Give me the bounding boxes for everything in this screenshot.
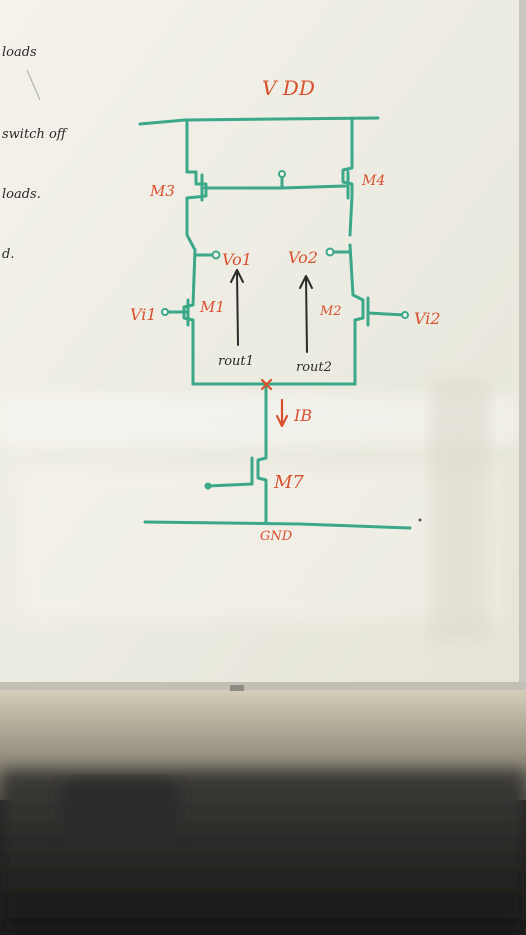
edge-note-4: d. [2, 247, 15, 262]
vo1-label: Vo1 [222, 250, 252, 269]
bias-current-label: IB [294, 406, 313, 425]
board-clip [230, 685, 244, 691]
vi2-node [402, 312, 408, 318]
rout2-label: rout2 [296, 360, 332, 375]
m3-label: M3 [150, 182, 175, 200]
m7-label: M7 [274, 472, 304, 493]
rout1-arrow [237, 272, 238, 345]
m2-label: M2 [320, 304, 342, 319]
vi2-label: Vi2 [414, 309, 441, 328]
vdd-label: V DD [262, 76, 315, 100]
rout1-label: rout1 [218, 354, 254, 369]
rout2-arrow [306, 278, 307, 352]
vo2-label: Vo2 [288, 248, 318, 267]
vo1-node [213, 252, 220, 259]
m7-gate-dot [205, 483, 212, 490]
edge-note-2: switch off [2, 127, 67, 142]
m1-label: M1 [200, 298, 225, 316]
reflection [20, 470, 500, 620]
gnd-label: GND [260, 529, 293, 544]
edge-note-3: loads. [2, 187, 41, 202]
m4-label: M4 [362, 173, 386, 189]
vi1-node [162, 309, 168, 315]
gate-node [279, 171, 285, 177]
edge-note-1: loads [2, 45, 37, 60]
board-frame-right [519, 0, 526, 690]
board-frame-bottom [0, 682, 526, 690]
m7-gate-wire [208, 484, 252, 486]
vo2-node [327, 249, 334, 256]
vi2-gate-wire [368, 313, 405, 315]
reflection-right [430, 380, 490, 640]
board-speck [419, 519, 422, 522]
vi1-label: Vi1 [130, 305, 157, 324]
blurred-object [60, 780, 180, 840]
